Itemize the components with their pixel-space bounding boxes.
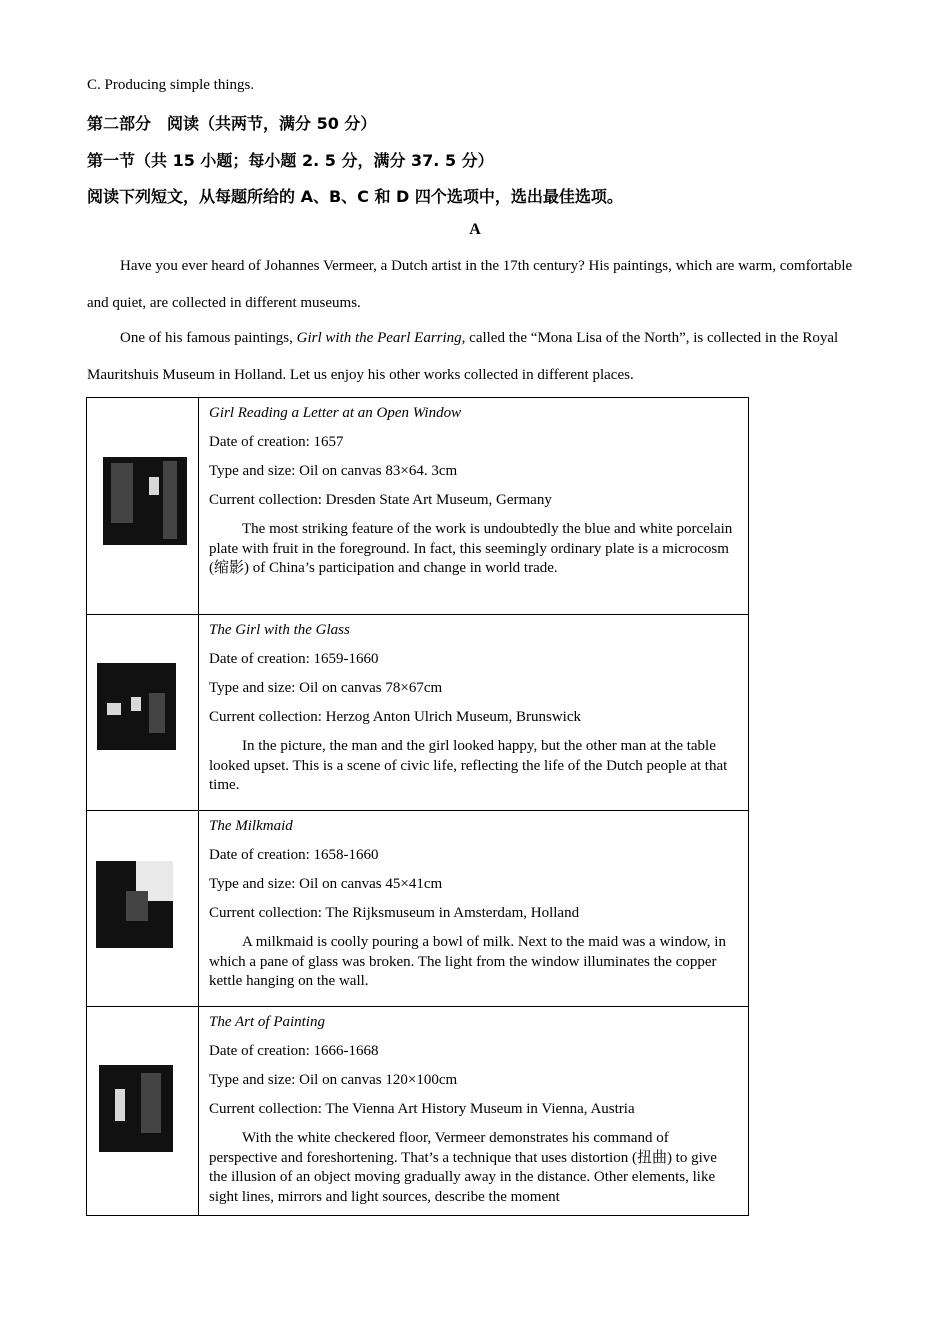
para2-painting-title: Girl with the Pearl Earring [296, 330, 462, 346]
painting-description: A milkmaid is coolly pouring a bowl of milk. Next to the maid was a window, in which a pane of glass was broken. The light from the window illuminates the copper kettle hanging on the wall. [209, 934, 726, 989]
painting-details [199, 1007, 749, 1216]
table-row [87, 615, 749, 811]
painting-details [199, 811, 749, 1007]
type-and-size: Type and size: Oil on canvas 78×67cm [209, 680, 443, 696]
current-collection: Current collection: The Vienna Art History Museum in Vienna, Austria [209, 1101, 635, 1117]
type-and-size: Type and size: Oil on canvas 120×100cm [209, 1072, 458, 1088]
painting-thumbnail [97, 663, 176, 750]
painting-details [199, 398, 749, 615]
painting-description: With the white checkered floor, Vermeer demonstrates his command of perspective and foreshortening. That’s a technique that uses distortion (扭曲) to give the illusion of an object moving gradually away in the distance. Other elements, like sight lines, mirrors and light sources, describe the moment [209, 1130, 717, 1205]
creation-date: Date of creation: 1658-1660 [209, 847, 379, 863]
current-collection: Current collection: Dresden State Art Museum, Germany [209, 492, 552, 508]
painting-thumbnail [103, 457, 187, 545]
painting-title: Girl Reading a Letter at an Open Window [209, 405, 462, 421]
previous-answer-option: C. Producing simple things. [87, 77, 255, 93]
type-and-size: Type and size: Oil on canvas 83×64. 3cm [209, 463, 458, 479]
intro-paragraph-1: Have you ever heard of Johannes Vermeer, a Dutch artist in the 17th century? His paintings, which are warm, comfortable and quiet, are collected in different museums. [87, 258, 853, 311]
painting-title: The Milkmaid [209, 818, 293, 834]
painting-image-cell [87, 398, 199, 615]
painting-title: The Art of Painting [209, 1014, 325, 1030]
type-and-size: Type and size: Oil on canvas 45×41cm [209, 876, 443, 892]
intro-paragraph-2 [87, 320, 862, 394]
painting-thumbnail [96, 861, 173, 948]
table-row [87, 398, 749, 615]
section-heading: 第一节（共 15 小题；每小题 2. 5 分，满分 37. 5 分） [87, 151, 494, 170]
paintings-table [86, 397, 749, 1216]
painting-image-cell [87, 811, 199, 1007]
creation-date: Date of creation: 1666-1668 [209, 1043, 379, 1059]
current-collection: Current collection: The Rijksmuseum in Amsterdam, Holland [209, 905, 580, 921]
table-row [87, 811, 749, 1007]
current-collection: Current collection: Herzog Anton Ulrich Museum, Brunswick [209, 709, 582, 725]
passage-letter: A [469, 221, 481, 238]
painting-description: The most striking feature of the work is undoubtedly the blue and white porcelain plate with fruit in the foreground. In fact, this seemingly ordinary plate is a microcosm (缩影) of China’s participation and change in world trade. [209, 521, 733, 576]
instruction-text: 阅读下列短文，从每题所给的 A、B、C 和 D 四个选项中，选出最佳选项。 [87, 187, 623, 206]
painting-description: In the picture, the man and the girl looked happy, but the other man at the table looked upset. This is a scene of civic life, reflecting the life of the Dutch people at that time. [209, 738, 728, 793]
painting-image-cell [87, 1007, 199, 1216]
para2-pre: One of his famous paintings, [120, 330, 297, 346]
creation-date: Date of creation: 1659-1660 [209, 651, 379, 667]
painting-title: The Girl with the Glass [209, 622, 350, 638]
table-row [87, 1007, 749, 1216]
painting-thumbnail [99, 1065, 173, 1152]
para2-post: , called the “Mona Lisa of the North”, is collected in the Royal Mauritshuis Museum in Holland. Let us enjoy his other works collected in different places. [87, 330, 839, 383]
creation-date: Date of creation: 1657 [209, 434, 344, 450]
part-heading: 第二部分 阅读（共两节，满分 50 分） [87, 114, 377, 133]
painting-image-cell [87, 615, 199, 811]
painting-details [199, 615, 749, 811]
